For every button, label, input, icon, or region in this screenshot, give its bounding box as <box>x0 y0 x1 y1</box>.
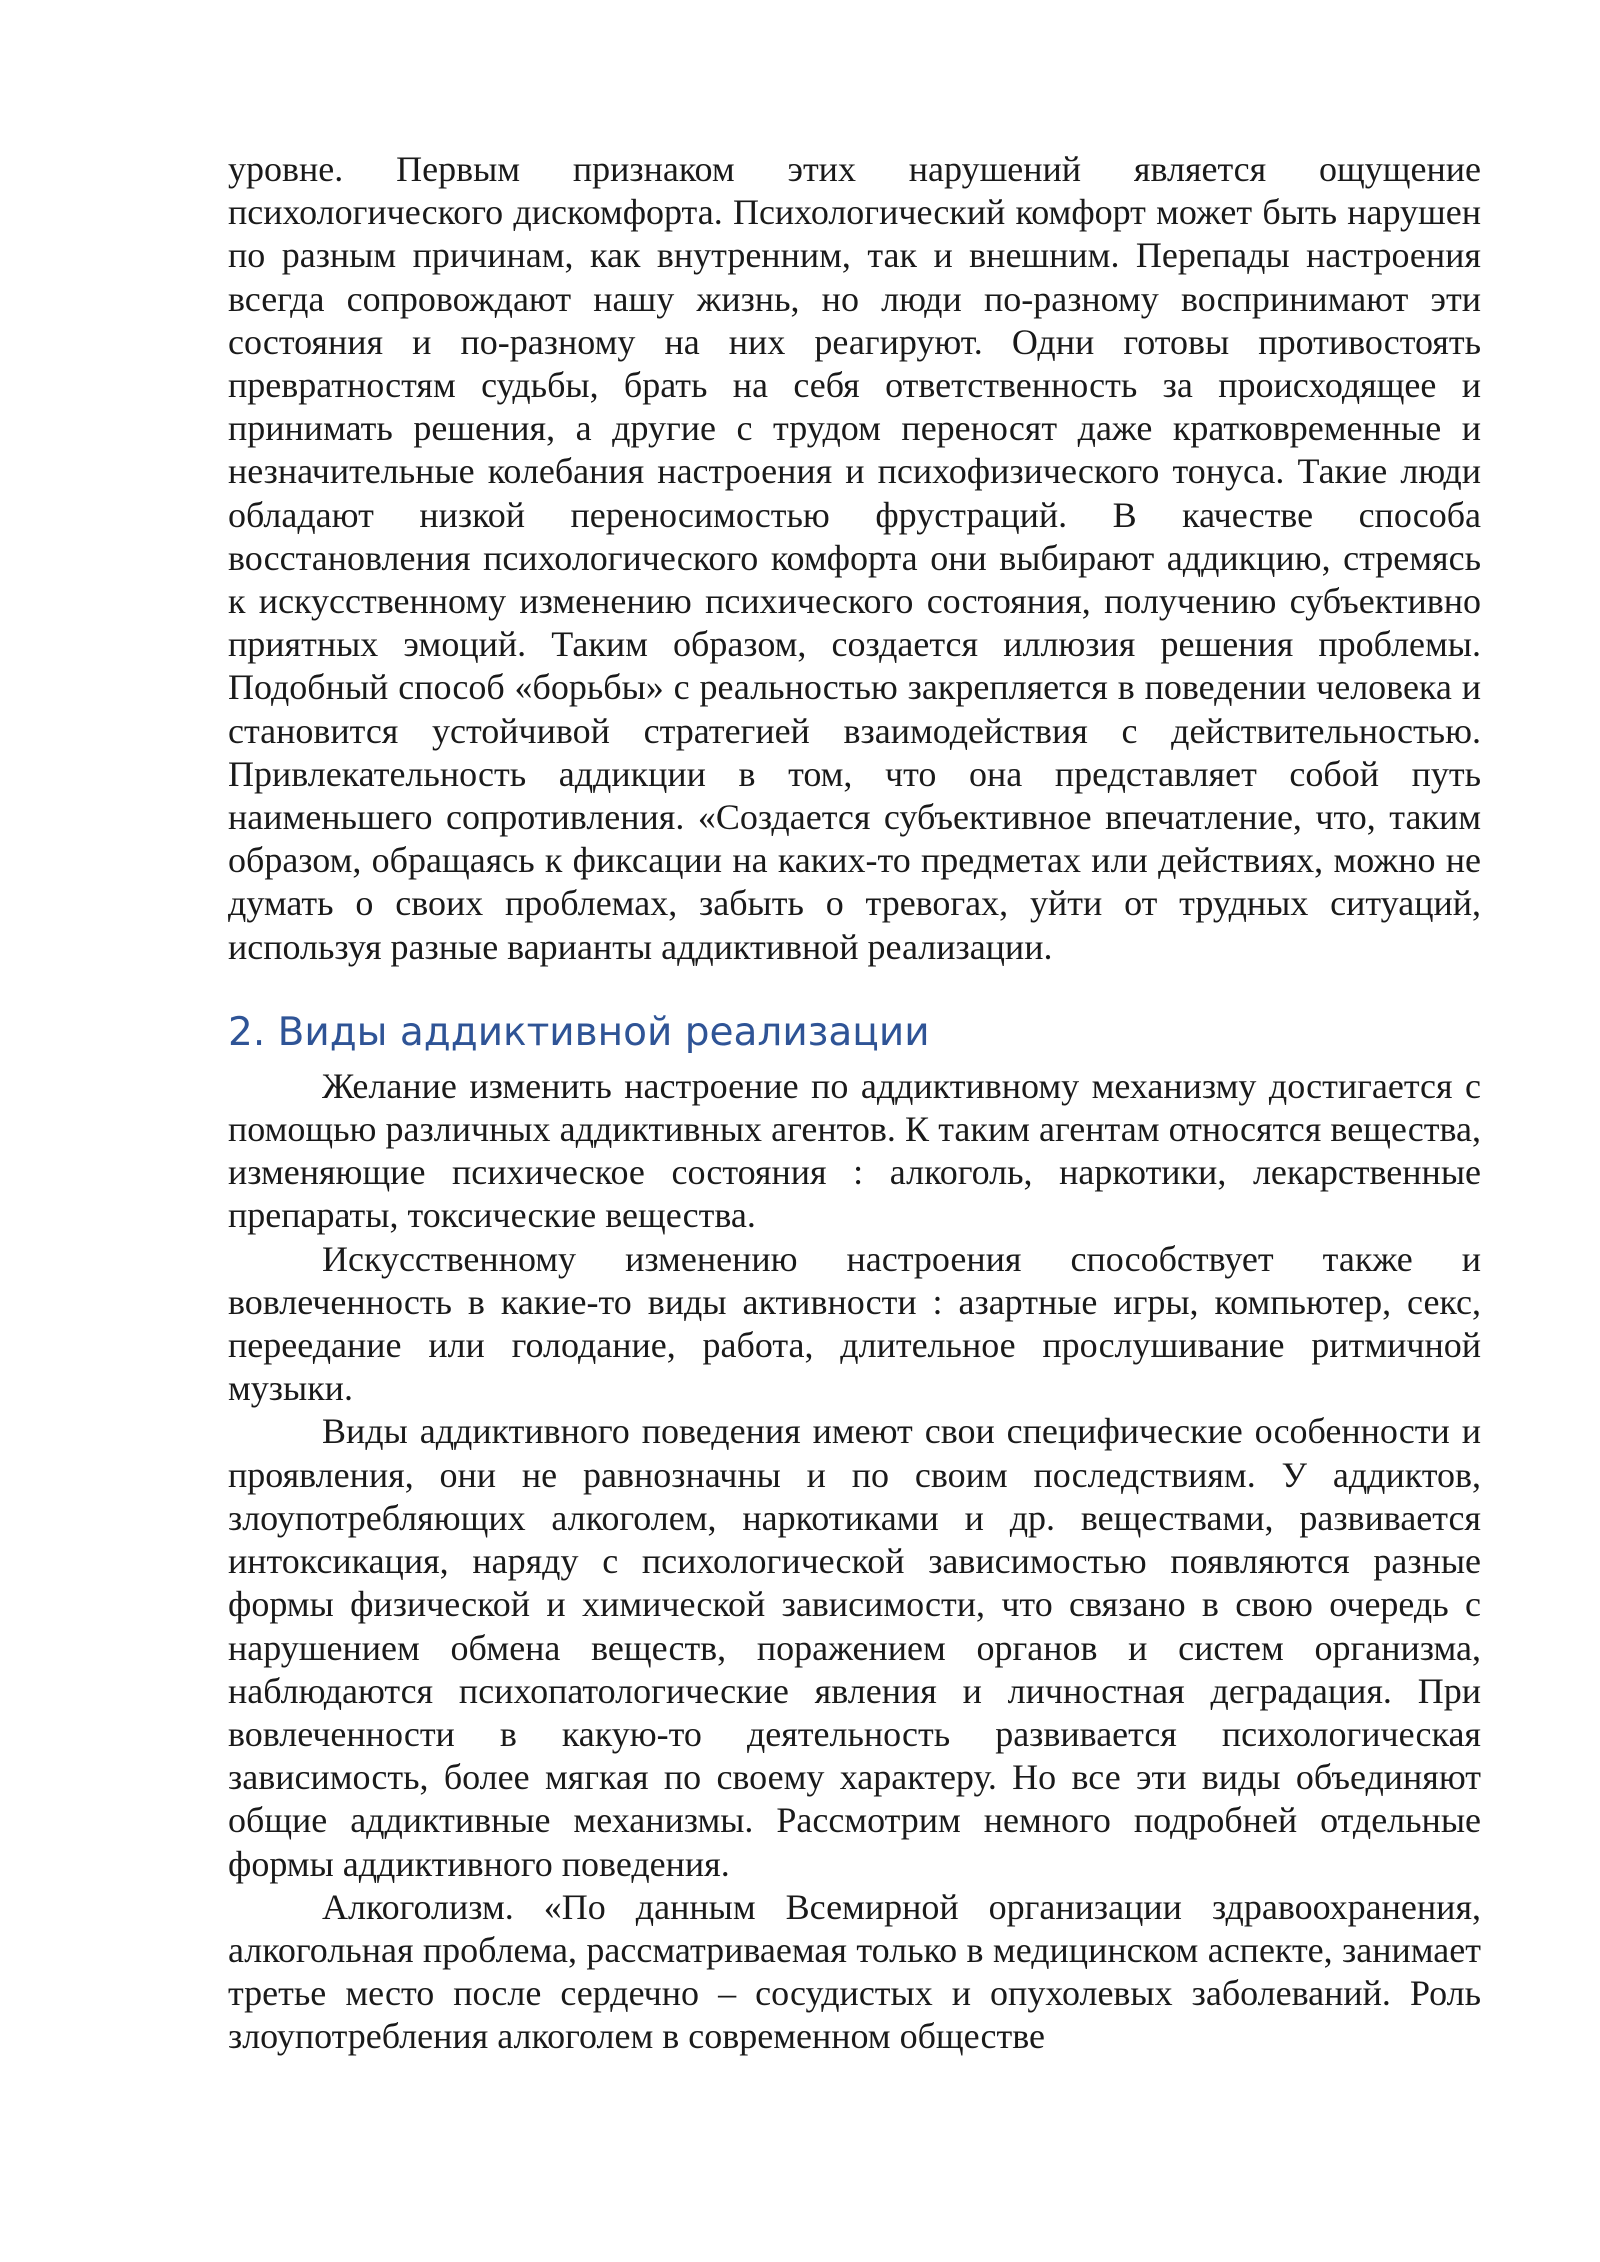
paragraph-agents: Желание изменить настроение по аддиктивному механизму достигается с помощью различных аддиктивных агентов. К таким агентам относятся вещества, изменяющие психическое состояния : алкоголь, наркотики, лекарственные препараты, токсические вещества. <box>228 1065 1481 1236</box>
section-heading: 2. Виды аддиктивной реализации <box>228 1009 930 1055</box>
page-body <box>228 148 1481 2059</box>
paragraph-types: Виды аддиктивного поведения имеют свои специфические особенности и проявления, они не равнозначны и по своим последствиям. У аддиктов, злоупотребляющих алкоголем, наркотиками и др. веществами, развивается интоксикация, наряду с психологической зависимостью появляются разные формы физической и химической зависимости, что связано в свою очередь с нарушением обмена веществ, поражением органов и систем организма, наблюдаются психопатологические явления и личностная деградация. При вовлеченности в какую-то деятельность развивается психологическая зависимость, более мягкая по своему характеру. Но все эти виды объединяют общие аддиктивные механизмы. Рассмотрим немного подробней отдельные формы аддиктивного поведения. <box>228 1411 1481 1884</box>
paragraph-activities: Искусственному изменению настроения способствует также и вовлеченность в какие-то виды активности : азартные игры, компьютер, секс, переедание или голодание, работа, длительное прослушивание ритмичной музыки. <box>228 1238 1481 1409</box>
paragraph-intro: уровне. Первым признаком этих нарушений является ощущение психологического дискомфорта. Психологический комфорт может быть нарушен по разным причинам, как внутренним, так и внешним. Перепады настроения всегда сопровождают нашу жизнь, но люди по-разному воспринимают эти состояния и по-разному на них реагируют. Одни готовы противостоять превратностям судьбы, брать на себя ответственность за происходящее и принимать решения, а другие с трудом переносят даже кратковременные и незначительные колебания настроения и психофизического тонуса. Такие люди обладают низкой переносимостью фрустраций. В качестве способа восстановления психологического комфорта они выбирают аддикцию, стремясь к искусственному изменению психического состояния, получению субъективно приятных эмоций. Таким образом, создается иллюзия решения проблемы. Подобный способ «борьбы» с реальностью закрепляется в поведении человека и становится устойчивой стратегией взаимодействия с действительностью. Привлекательность аддикции в том, что она представляет собой путь наименьшего сопротивления. «Создается субъективное впечатление, что, таким образом, обращаясь к фиксации на каких-то предметах или действиях, можно не думать о своих проблемах, забыть о тревогах, уйти от трудных ситуаций, используя разные варианты аддиктивной реализации. <box>228 149 1481 967</box>
paragraph-alcoholism: Алкоголизм. «По данным Всемирной организации здравоохранения, алкогольная проблема, рассматриваемая только в медицинском аспекте, занимает третье место после сердечно – сосудистых и опухолевых заболеваний. Роль злоупотребления алкоголем в современном обществе <box>228 1886 1481 2057</box>
